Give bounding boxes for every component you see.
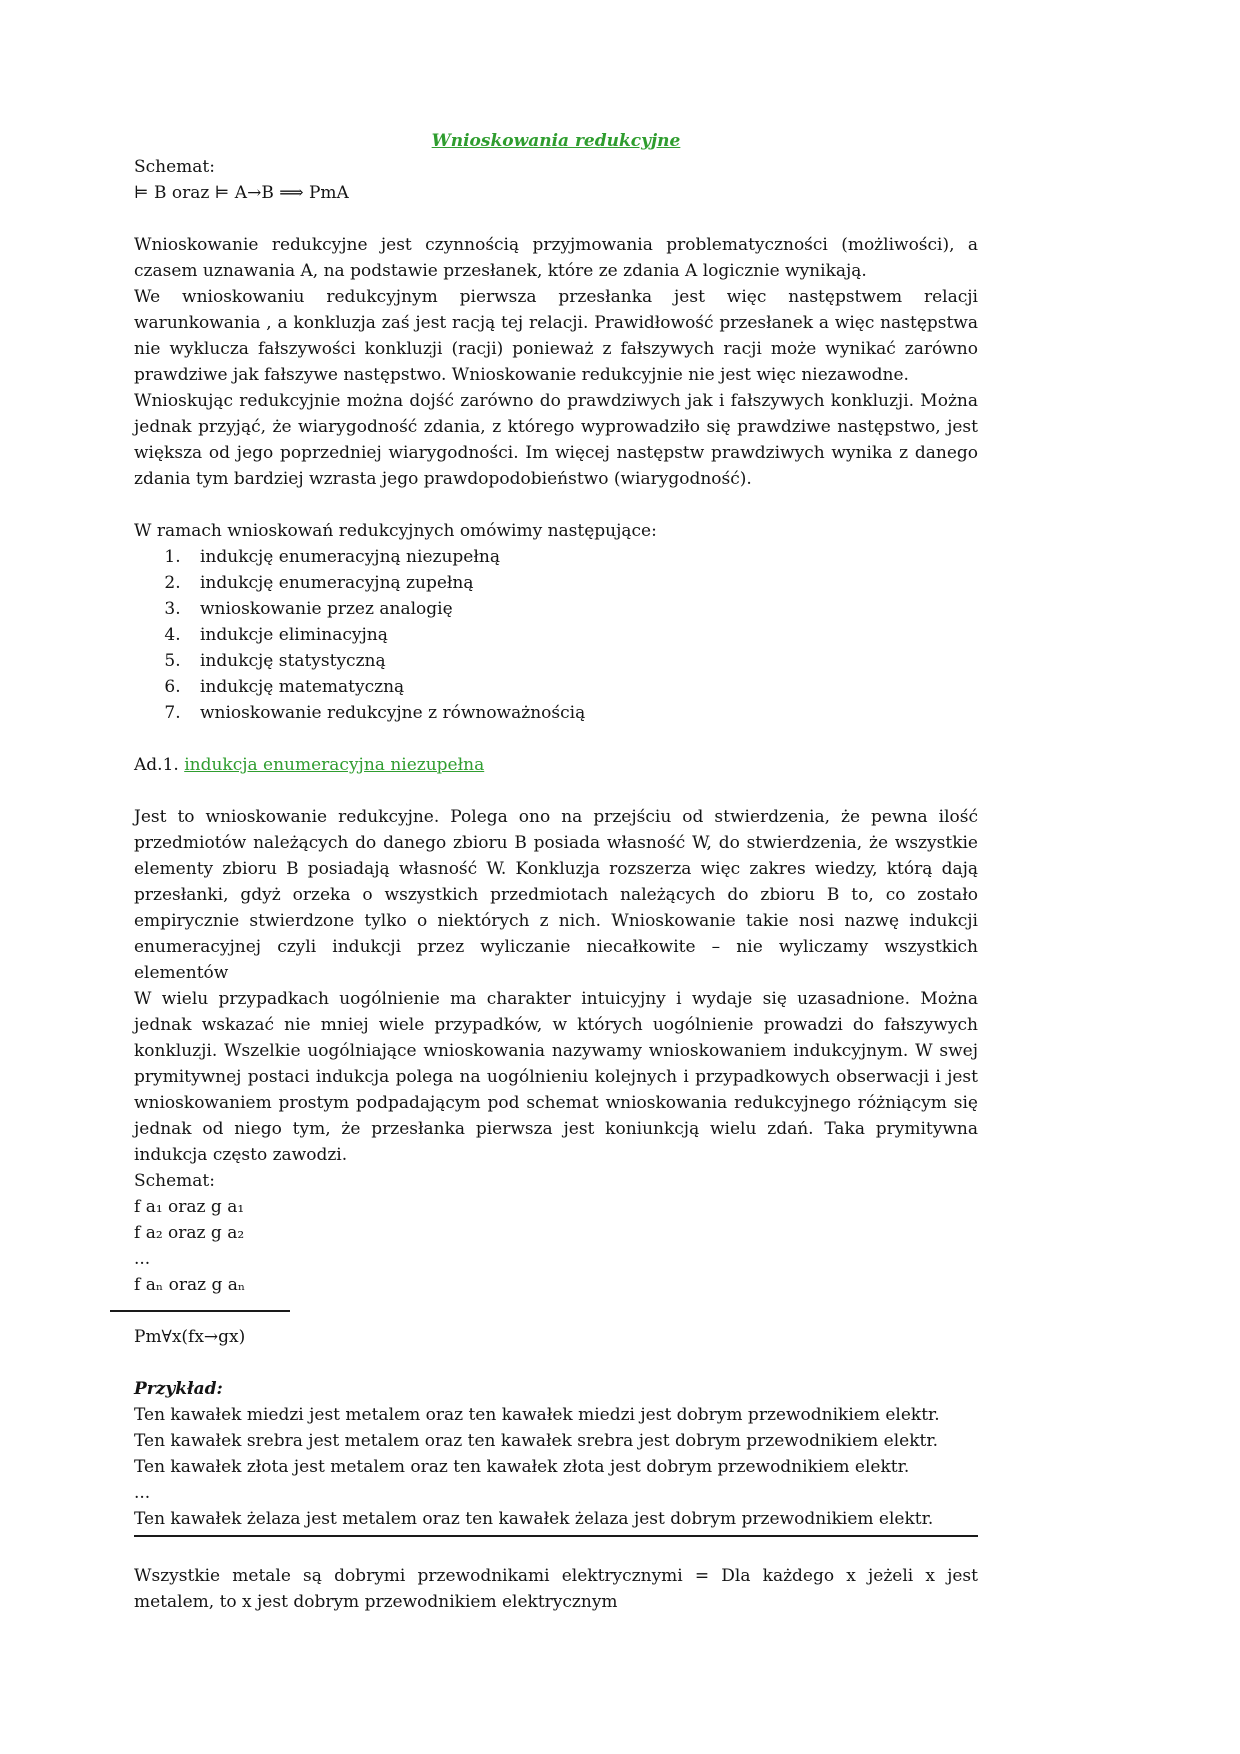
intro-paragraphs <box>134 232 978 492</box>
page-title[interactable]: Wnioskowania redukcyjne <box>431 131 681 151</box>
example-premise: Ten kawałek srebra jest metalem oraz ten kawałek srebra jest dobrym przewodnikiem elektr. <box>134 1431 939 1451</box>
section-1-heading <box>134 752 978 778</box>
conclusion-paragraph: Wszystkie metale są dobrymi przewodnikami elektrycznymi = Dla każdego x jeżeli x jest metalem, to x jest dobrym przewodnikiem elektrycznym <box>134 1566 978 1612</box>
example-label: Przykład: <box>134 1379 223 1399</box>
reduction-type-item: 5. indukcję statystyczną <box>186 648 978 674</box>
example-premise: Ten kawałek złota jest metalem oraz ten kawałek złota jest dobrym przewodnikiem elektr. <box>134 1457 910 1477</box>
reduction-type-item: 4. indukcje eliminacyjną <box>186 622 978 648</box>
reduction-type-item: 1. indukcję enumeracyjną niezupełną <box>186 544 978 570</box>
section-1-link[interactable]: indukcja enumeracyjna niezupełna <box>184 755 485 775</box>
reduction-type-item: 2. indukcję enumeracyjną zupełną <box>186 570 978 596</box>
example-premise: Ten kawałek miedzi jest metalem oraz ten kawałek miedzi jest dobrym przewodnikiem elektr. <box>134 1405 940 1425</box>
section-1-paragraphs <box>134 804 978 1168</box>
schema-line: f a₂ oraz g a₂ <box>134 1223 245 1243</box>
intro-paragraph: Wnioskowanie redukcyjne jest czynnością przyjmowania problematyczności (możliwości), a czasem uznawania A, na podstawie przesłanek, które ze zdania A logicznie wynikają. <box>134 235 978 281</box>
schema-lines <box>134 1194 978 1298</box>
example-premises <box>134 1402 978 1506</box>
example-last-premise: Ten kawałek żelaza jest metalem oraz ten kawałek żelaza jest dobrym przewodnikiem elektr. <box>134 1506 978 1537</box>
section-1-prefix: Ad.1. <box>134 755 185 775</box>
spacer <box>134 778 978 804</box>
schema-conclusion-formula: Pm∀x(fx→gx) <box>134 1327 246 1347</box>
schemat-formula: ⊨ B oraz ⊨ A→B ⟹ PmA <box>134 183 349 203</box>
schema-line: ... <box>134 1249 151 1269</box>
section-paragraph: Jest to wnioskowanie redukcyjne. Polega ono na przejściu od stwierdzenia, że pewna ilość przedmiotów należących do danego zbioru B posiada własność W, do stwierdzenia, że wszystkie elementy zbioru B posiadają własność W. Konkluzja rozszerza więc zakres wiedzy, którą dają przesłanki, gdyż orzeka o wszystkich przedmiotach należących do zbioru B to, co zostało empirycznie stwierdzone tylko o niektórych z nich. Wnioskowanie takie nosi nazwę indukcji enumeracyjnej czyli indukcji przez wyliczanie niecałkowite – nie wyliczamy wszystkich elementów <box>134 807 978 983</box>
spacer <box>134 492 978 518</box>
schemat-label: Schemat: <box>134 157 215 177</box>
schema-line: f aₙ oraz g aₙ <box>134 1275 246 1295</box>
title-row <box>134 128 978 154</box>
spacer <box>134 206 978 232</box>
reduction-types-list <box>134 544 978 726</box>
schema-line: f a₁ oraz g a₁ <box>134 1197 245 1217</box>
intro-paragraph: Wnioskując redukcyjnie można dojść zarówno do prawdziwych jak i fałszywych konkluzji. Można jednak przyjąć, że wiarygodność zdania, z którego wyprowadziło się prawdziwe następstwo, jest większa od jego poprzedniej wiarygodności. Im więcej następstw prawdziwych wynika z danego zdania tym bardziej wzrasta jego prawdopodobieństwo (wiarygodność). <box>134 391 978 489</box>
section-paragraph: W wielu przypadkach uogólnienie ma charakter intuicyjny i wydaje się uzasadnione. Można jednak wskazać nie mniej wiele przypadków, w których uogólnienie prowadzi do fałszywych konkluzji. Wszelkie uogólniające wnioskowania nazywamy wnioskowaniem indukcyjnym. W swej prymitywnej postaci indukcja polega na uogólnieniu kolejnych i przypadkowych obserwacji i jest wnioskowaniem prostym podpadającym pod schemat wnioskowania redukcyjnego różniącym się jednak od niego tym, że przesłanka pierwsza jest koniunkcją wielu zdań. Taka prymitywna indukcja często zawodzi. <box>134 989 978 1165</box>
intro-paragraph: We wnioskowaniu redukcyjnym pierwsza przesłanka jest więc następstwem relacji warunkowania , a konkluzja zaś jest racją tej relacji. Prawidłowość przesłanek a więc następstwa nie wyklucza fałszywości konkluzji (racji) ponieważ z fałszywych racji może wynikać zarówno prawdziwe jak fałszywe następstwo. Wnioskowanie redukcyjnie nie jest więc niezawodne. <box>134 287 978 385</box>
spacer <box>134 1537 978 1563</box>
document-content <box>134 128 978 1615</box>
reduction-type-item: 3. wnioskowanie przez analogię <box>186 596 978 622</box>
reduction-type-item: 6. indukcję matematyczną <box>186 674 978 700</box>
inference-rule-line <box>110 1310 290 1312</box>
spacer <box>134 1350 978 1376</box>
section-schemat-label: Schemat: <box>134 1171 215 1191</box>
example-premise: ... <box>134 1483 151 1503</box>
reduction-type-item: 7. wnioskowanie redukcyjne z równoważnością <box>186 700 978 726</box>
spacer <box>134 726 978 752</box>
list-intro: W ramach wnioskowań redukcyjnych omówimy następujące: <box>134 521 657 541</box>
